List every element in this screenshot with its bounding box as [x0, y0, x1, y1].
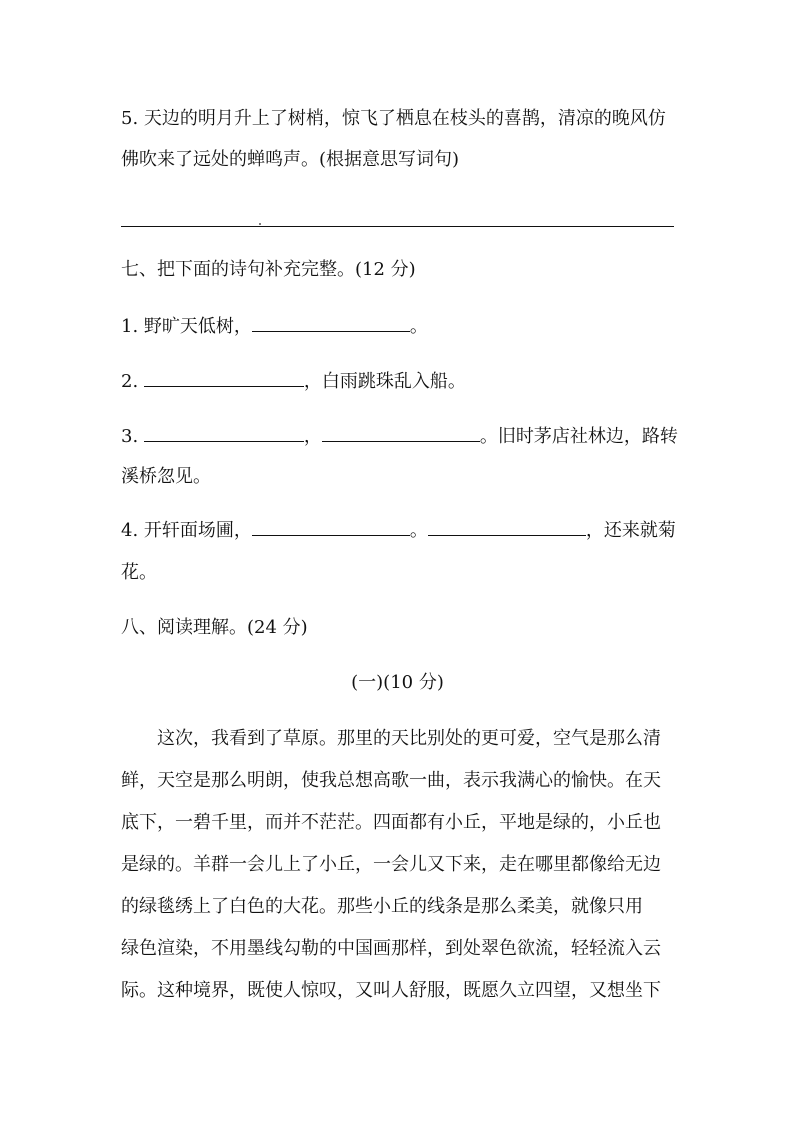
section7-item-2: [121, 369, 681, 394]
passage-line-2: 鲜，天空是那么明朗，使我总想高歌一曲，表示我满心的愉快。在天: [121, 770, 661, 791]
passage-line-7: 际。这种境界，既使人惊叹，又叫人舒服，既愿久立四望，又想坐下: [121, 980, 661, 1001]
item1-blank[interactable]: [252, 314, 410, 332]
item4-blank-2[interactable]: [428, 518, 586, 536]
section7-item-3: [121, 424, 681, 449]
item4-text-after: ，还来就菊: [585, 520, 676, 541]
item2-text-before: 2.: [121, 371, 144, 392]
passage-line-4: 是绿的。羊群一会儿上了小丘，一会儿又下来，走在哪里都像给无边: [121, 854, 661, 875]
item4-text-before: 4. 开轩面场圃，: [121, 520, 252, 541]
section7-item-4-line-2: 花。: [121, 562, 157, 583]
passage-line-1: 这次，我看到了草原。那里的天比别处的更可爱，空气是那么清: [157, 728, 661, 749]
item3-blank-1[interactable]: [144, 424, 304, 442]
stray-dot: [259, 223, 261, 225]
section7-item-1: [121, 314, 681, 339]
item3-blank-2[interactable]: [322, 424, 480, 442]
q5-answer-line[interactable]: [121, 226, 674, 227]
item3-text-before: 3.: [121, 426, 144, 447]
item3-text-middle: ，: [303, 426, 322, 447]
section7-item-4: [121, 518, 681, 543]
item4-blank-1[interactable]: [252, 518, 410, 536]
item3-text-after: 。旧时茅店社林边，路转: [479, 426, 678, 447]
item4-text-middle: 。: [409, 520, 428, 541]
section7-heading: 七、把下面的诗句补充完整。(12 分): [121, 259, 416, 280]
passage-line-3: 底下，一碧千里，而并不茫茫。四面都有小丘，平地是绿的，小丘也: [121, 812, 661, 833]
passage-line-6: 绿色渲染，不用墨线勾勒的中国画那样，到处翠色欲流，轻轻流入云: [121, 938, 661, 959]
item1-text-after: 。: [409, 316, 428, 337]
section8-subheading: (一)(10 分): [351, 672, 444, 693]
section7-item-3-line-2: 溪桥忽见。: [121, 466, 211, 487]
q5-line-1: 5. 天边的明月升上了树梢，惊飞了栖息在枝头的喜鹊，清凉的晚风仿: [121, 108, 666, 129]
item1-text-before: 1. 野旷天低树，: [121, 316, 252, 337]
item2-blank[interactable]: [144, 369, 304, 387]
q5-line-2: 佛吹来了远处的蝉鸣声。(根据意思写词句): [121, 149, 460, 170]
section8-heading: 八、阅读理解。(24 分): [121, 617, 308, 638]
item2-text-after: ，白雨跳珠乱入船。: [303, 371, 466, 392]
passage-line-5: 的绿毯绣上了白色的大花。那些小丘的线条是那么柔美，就像只用: [121, 896, 643, 917]
